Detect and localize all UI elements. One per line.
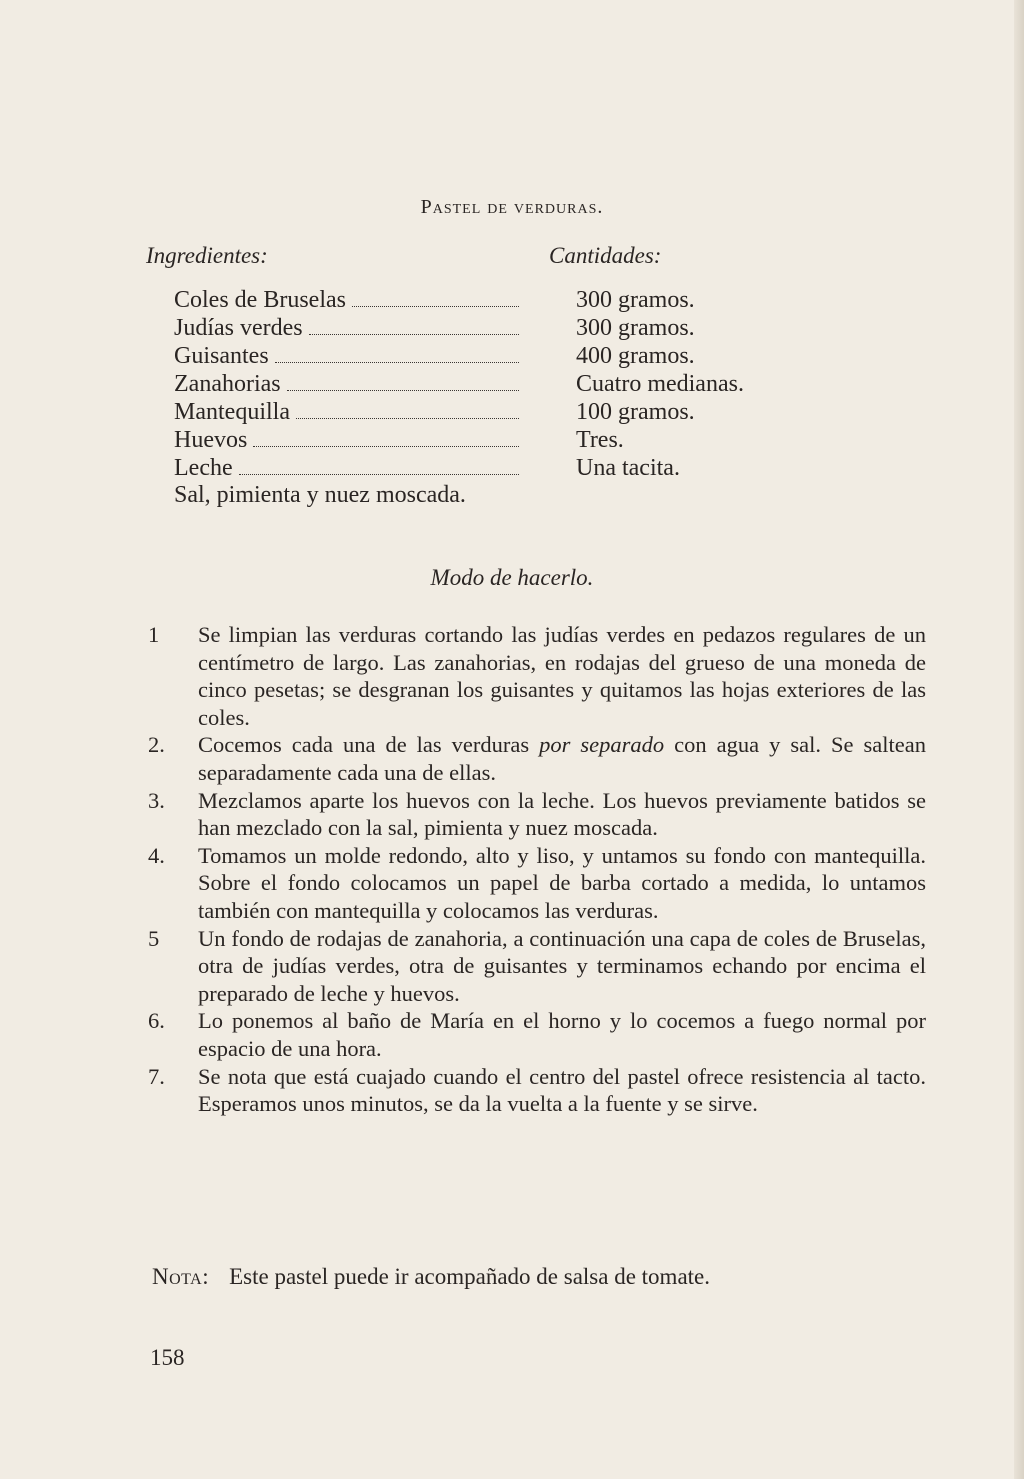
dot-leader xyxy=(275,361,519,363)
ingredients-extra: Sal, pimienta y nuez moscada. xyxy=(174,482,466,508)
ingredient-name: Judías verdes xyxy=(174,315,303,341)
quantities-header: Cantidades: xyxy=(549,243,662,268)
ingredients-header: Ingredientes: xyxy=(146,243,268,268)
step-item xyxy=(148,621,926,731)
step-text: Tomamos un molde redondo, alto y liso, y untamos su fondo con mantequilla. Sobre el fondo colocamos un papel de barba cortado a medida, lo untamos también con mantequilla y colocamos las verduras. xyxy=(198,842,926,923)
ingredient-qty: 300 gramos. xyxy=(576,287,695,313)
recipe-title: Pastel de verduras. xyxy=(420,196,604,218)
ingredient-qty: 300 gramos. xyxy=(576,315,695,341)
page-number: 158 xyxy=(150,1345,185,1370)
step-number: 5 xyxy=(148,925,160,951)
dot-leader xyxy=(253,445,519,447)
ingredient-qty: Tres. xyxy=(576,427,624,453)
step-item xyxy=(148,925,926,1008)
step-item xyxy=(148,731,926,786)
ingredient-name: Zanahorias xyxy=(174,371,281,397)
step-text: Se limpian las verduras cortando las judías verdes en pedazos regulares de un centímetro de largo. Las zanahorias, en rodajas del grueso de una moneda de cinco pesetas; se desgranan los guisantes y quitamos las hojas exteriores de las coles. xyxy=(198,622,926,730)
step-text-emphasis: por separado xyxy=(539,732,665,758)
ingredient-name: Mantequilla xyxy=(174,399,290,425)
ingredient-name: Coles de Bruselas xyxy=(174,287,346,313)
dot-leader xyxy=(239,473,519,475)
step-number: 2. xyxy=(148,732,165,758)
ingredient-qty: Cuatro medianas. xyxy=(576,371,744,397)
ingredient-name: Huevos xyxy=(174,427,248,453)
note-text: Este pastel puede ir acompañado de salsa de tomate. xyxy=(229,1264,711,1289)
step-text: Se nota que está cuajado cuando el centro del pastel ofrece resistencia al tacto. Esperamos unos minutos, se da la vuelta a la fuente y se sirve. xyxy=(198,1063,926,1117)
step-item xyxy=(148,1063,926,1118)
method-header: Modo de hacerlo. xyxy=(430,565,594,590)
ingredient-qty: Una tacita. xyxy=(576,455,680,481)
step-text-part: con agua y sal. Se saltean separadamente cada una de ellas. xyxy=(198,732,926,785)
step-number: 7. xyxy=(148,1063,165,1089)
ingredient-qty: 400 gramos. xyxy=(576,343,695,369)
dot-leader xyxy=(287,389,519,391)
dot-leader xyxy=(309,333,519,335)
step-number: 3. xyxy=(148,787,165,813)
step-text: Un fondo de rodajas de zanahoria, a continuación una capa de coles de Bruselas, otra de judías verdes, otra de guisantes y terminamos echando por encima el preparado de leche y huevos. xyxy=(198,925,926,1006)
ingredient-name: Leche xyxy=(174,455,233,481)
step-text xyxy=(198,731,926,786)
ingredient-name: Guisantes xyxy=(174,343,269,369)
step-number: 4. xyxy=(148,842,165,868)
dot-leader xyxy=(296,417,519,419)
page-edge xyxy=(1014,0,1024,1479)
step-number: 6. xyxy=(148,1008,165,1034)
step-item xyxy=(148,1007,926,1062)
note-label: Nota: xyxy=(152,1264,210,1289)
note xyxy=(152,1264,710,1290)
step-text: Mezclamos aparte los huevos con la leche. Los huevos previamente batidos se han mezclado con la sal, pimienta y nuez moscada. xyxy=(198,787,926,841)
step-text: Lo ponemos al baño de María en el horno y lo cocemos a fuego normal por espacio de una hora. xyxy=(198,1008,926,1061)
ingredient-qty: 100 gramos. xyxy=(576,399,695,425)
dot-leader xyxy=(352,305,519,307)
steps-list xyxy=(148,621,926,1118)
step-number: 1 xyxy=(148,622,160,647)
step-text-part: Cocemos cada una de las verduras xyxy=(198,732,540,758)
step-item xyxy=(148,787,926,842)
step-item xyxy=(148,842,926,925)
